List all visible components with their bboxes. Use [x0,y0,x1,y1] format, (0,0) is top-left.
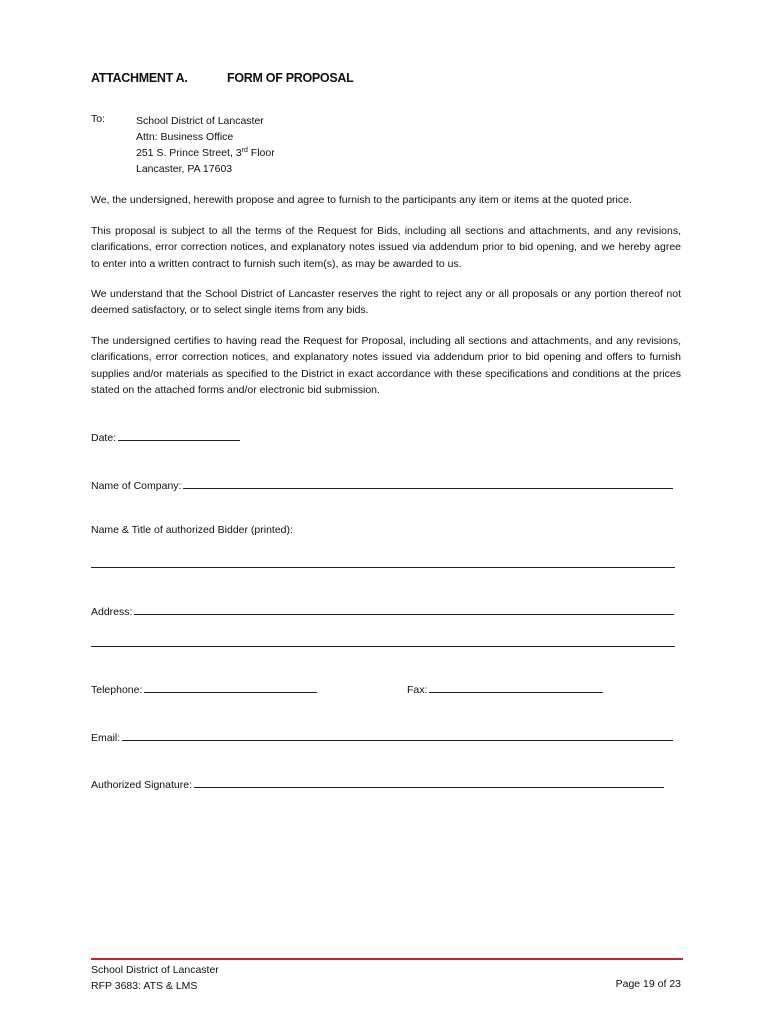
paragraph-rights: We understand that the School District of Lancaster reserves the right to reject any or all proposals or any portion thereof not deemed satisfactory, or to select single items from any bids. [91,288,681,317]
recipient-street: 251 S. Prince Street, 3rd Floor [136,147,275,159]
to-label: To: [91,113,106,125]
address-blank-line[interactable] [134,603,674,615]
signature-field[interactable] [91,776,664,791]
page-number: Page 19 of 23 [615,978,681,990]
company-label: Name of Company: [91,480,182,492]
footer-org: School District of Lancaster [91,964,219,976]
email-field[interactable] [91,729,673,744]
bidder-blank-line[interactable] [91,566,675,568]
footer-rule [91,958,683,960]
address-field[interactable] [91,603,674,618]
telephone-field[interactable] [91,681,317,696]
company-blank-line[interactable] [183,477,673,489]
address-label: Address: [91,606,133,618]
attachment-label: ATTACHMENT A. [91,71,188,85]
recipient-name: School District of Lancaster [136,115,264,127]
paragraph-terms: This proposal is subject to all the terms of the Request for Bids, including all sections and attachments, and any revisions, clarifications, error correction notices, and explanatory notes issued via addendum prior to bid opening, and we hereby agree to enter into a written contract to furnish such item(s), as may be awarded to us. [91,225,681,270]
date-field[interactable] [91,429,240,444]
date-blank-line[interactable] [118,429,240,441]
page-heading [91,71,354,85]
footer-left [91,962,219,994]
recipient-city: Lancaster, PA 17603 [136,163,233,175]
fax-field[interactable] [407,681,603,696]
date-label: Date: [91,432,117,444]
fax-blank-line[interactable] [429,681,603,693]
paragraph-proposal: We, the undersigned, herewith propose and agree to furnish to the participants any item or items at the quoted price. [91,194,632,206]
bidder-field [91,524,293,536]
bidder-label: Name & Title of authorized Bidder (printed): [91,524,293,536]
form-title: FORM OF PROPOSAL [227,71,354,85]
recipient-attn: Attn: Business Office [136,131,234,143]
address-blank-line-2[interactable] [91,645,675,647]
email-label: Email: [91,732,121,744]
email-blank-line[interactable] [122,729,673,741]
telephone-label: Telephone: [91,684,143,696]
footer-rfp: RFP 3683: ATS & LMS [91,980,198,992]
paragraph-certification: The undersigned certifies to having read the Request for Proposal, including all sections and attachments, and any revisions, clarifications, error correction notices, and explanatory notes issued via addendum prior to bid opening and offers to furnish supplies and/or materials as specified to the District in exact accordance with these specifications and conditions at the prices stated on the attached forms and/or electronic bid submission. [91,335,681,397]
signature-label: Authorized Signature: [91,779,192,791]
company-field[interactable] [91,477,673,492]
telephone-blank-line[interactable] [144,681,317,693]
signature-blank-line[interactable] [194,776,664,788]
recipient-address [136,113,275,177]
fax-label: Fax: [407,684,428,696]
